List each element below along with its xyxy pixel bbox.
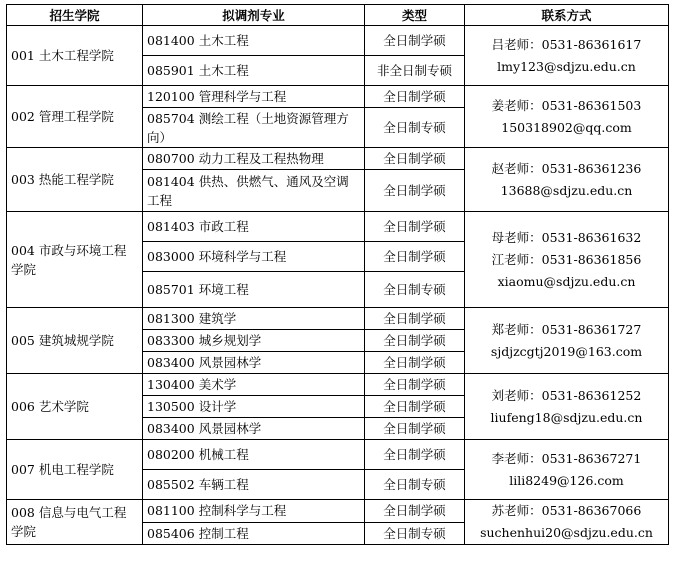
contact-phone: 郑老师：0531-86361727 bbox=[491, 321, 642, 337]
contact-email: 13688@sdjzu.edu.cn bbox=[500, 182, 633, 198]
type-cell: 全日制学硕 bbox=[365, 242, 465, 272]
contact-cell bbox=[465, 308, 669, 374]
major-cell: 083400 风景园林学 bbox=[143, 418, 365, 440]
type-cell: 全日制学硕 bbox=[365, 148, 465, 170]
type-cell: 全日制学硕 bbox=[365, 86, 465, 108]
major-cell: 083400 风景园林学 bbox=[143, 352, 365, 374]
major-cell: 085901 土木工程 bbox=[143, 56, 365, 86]
type-cell: 全日制专硕 bbox=[365, 272, 465, 308]
major-cell: 080200 机械工程 bbox=[143, 440, 365, 470]
header-row bbox=[7, 5, 669, 26]
contact-phone: 李老师：0531-86367271 bbox=[491, 450, 642, 466]
major-cell: 085502 车辆工程 bbox=[143, 470, 365, 500]
table-row bbox=[7, 212, 669, 242]
contact-phone: 赵老师：0531-86361236 bbox=[491, 160, 642, 176]
table-row bbox=[7, 308, 669, 330]
contact-cell bbox=[465, 440, 669, 500]
major-cell: 085701 环境工程 bbox=[143, 272, 365, 308]
contact-phone: 苏老师：0531-86367066 bbox=[491, 503, 642, 518]
type-cell: 全日制专硕 bbox=[365, 108, 465, 148]
table-row bbox=[7, 26, 669, 56]
major-cell: 120100 管理科学与工程 bbox=[143, 86, 365, 108]
type-cell: 全日制学硕 bbox=[365, 396, 465, 418]
contact-email: lmy123@sdjzu.edu.cn bbox=[497, 58, 636, 74]
header-contact: 联系方式 bbox=[465, 5, 669, 26]
type-cell: 全日制学硕 bbox=[365, 440, 465, 470]
type-cell: 全日制学硕 bbox=[365, 308, 465, 330]
contact-cell bbox=[465, 148, 669, 212]
contact-phone: 江老师：0531-86361856 bbox=[491, 251, 642, 267]
admissions-table bbox=[6, 4, 669, 545]
contact-cell bbox=[465, 500, 669, 545]
college-cell: 003 热能工程学院 bbox=[7, 148, 143, 212]
major-cell: 130500 设计学 bbox=[143, 396, 365, 418]
type-cell: 全日制专硕 bbox=[365, 522, 465, 545]
type-cell: 全日制学硕 bbox=[365, 212, 465, 242]
type-cell: 全日制学硕 bbox=[365, 418, 465, 440]
college-cell: 007 机电工程学院 bbox=[7, 440, 143, 500]
major-cell: 083000 环境科学与工程 bbox=[143, 242, 365, 272]
contact-email: liufeng18@sdjzu.edu.cn bbox=[490, 409, 643, 425]
major-cell: 081100 控制科学与工程 bbox=[143, 500, 365, 523]
type-cell: 全日制学硕 bbox=[365, 26, 465, 56]
contact-cell bbox=[465, 26, 669, 86]
header-type: 类型 bbox=[365, 5, 465, 26]
contact-phone: 吕老师：0531-86361617 bbox=[491, 36, 642, 52]
major-cell: 080700 动力工程及工程热物理 bbox=[143, 148, 365, 170]
contact-cell bbox=[465, 212, 669, 308]
major-cell: 081400 土木工程 bbox=[143, 26, 365, 56]
table-row bbox=[7, 148, 669, 170]
contact-email: suchenhui20@sdjzu.edu.cn bbox=[480, 525, 653, 540]
major-cell: 085704 测绘工程（土地资源管理方向） bbox=[143, 108, 365, 148]
contact-phone: 姜老师：0531-86361503 bbox=[491, 97, 642, 113]
major-cell: 081404 供热、供燃气、通风及空调工程 bbox=[143, 170, 365, 212]
table-body bbox=[7, 26, 669, 545]
major-cell: 081300 建筑学 bbox=[143, 308, 365, 330]
type-cell: 全日制专硕 bbox=[365, 470, 465, 500]
table-row bbox=[7, 500, 669, 523]
major-cell: 083300 城乡规划学 bbox=[143, 330, 365, 352]
type-cell: 全日制学硕 bbox=[365, 500, 465, 523]
header-major: 拟调剂专业 bbox=[143, 5, 365, 26]
contact-email: 150318902@qq.com bbox=[501, 119, 632, 135]
contact-email: lili8249@126.com bbox=[509, 472, 624, 488]
table-row bbox=[7, 86, 669, 108]
type-cell: 全日制学硕 bbox=[365, 330, 465, 352]
major-cell: 130400 美术学 bbox=[143, 374, 365, 396]
type-cell: 全日制学硕 bbox=[365, 374, 465, 396]
college-cell: 008 信息与电气工程学院 bbox=[7, 500, 143, 545]
college-cell: 006 艺术学院 bbox=[7, 374, 143, 440]
header-college: 招生学院 bbox=[7, 5, 143, 26]
contact-phone: 刘老师：0531-86361252 bbox=[491, 387, 642, 403]
contact-phone: 母老师：0531-86361632 bbox=[491, 229, 642, 245]
type-cell: 全日制学硕 bbox=[365, 170, 465, 212]
college-cell: 001 土木工程学院 bbox=[7, 26, 143, 86]
type-cell: 全日制学硕 bbox=[365, 352, 465, 374]
contact-cell bbox=[465, 86, 669, 148]
contact-email: xiaomu@sdjzu.edu.cn bbox=[497, 273, 636, 289]
type-cell: 非全日制专硕 bbox=[365, 56, 465, 86]
major-cell: 085406 控制工程 bbox=[143, 522, 365, 545]
college-cell: 005 建筑城规学院 bbox=[7, 308, 143, 374]
contact-cell bbox=[465, 374, 669, 440]
table-row bbox=[7, 374, 669, 396]
contact-email: sjdjzcgtj2019@163.com bbox=[490, 343, 643, 359]
college-cell: 004 市政与环境工程学院 bbox=[7, 212, 143, 308]
table-row bbox=[7, 440, 669, 470]
major-cell: 081403 市政工程 bbox=[143, 212, 365, 242]
college-cell: 002 管理工程学院 bbox=[7, 86, 143, 148]
